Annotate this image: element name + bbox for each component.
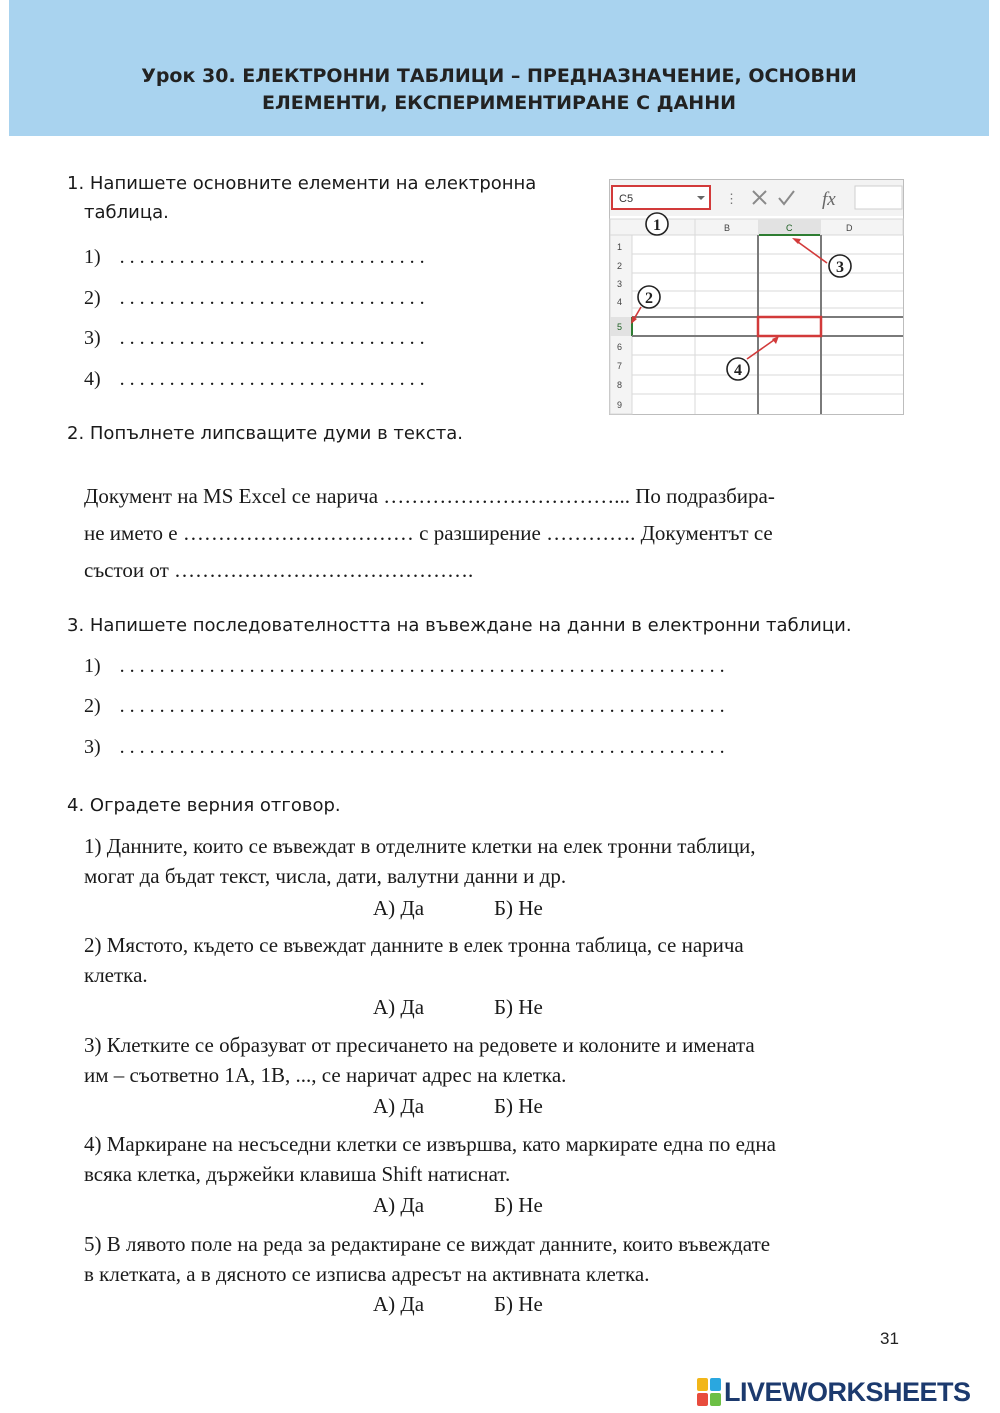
- q4-item-5-option-a[interactable]: А) Да: [373, 1292, 425, 1316]
- q3-answer-1[interactable]: [84, 655, 725, 678]
- q2-text-line3[interactable]: състои от …………………………………….: [84, 558, 474, 582]
- q4-item-2-line2: клетка.: [84, 963, 148, 987]
- q4-item-2-line1: 2) Мястото, където се въвеждат данните в елек тронна таблица, се нарича: [84, 933, 744, 957]
- q4-item-3-option-b[interactable]: Б) Не: [494, 1094, 543, 1118]
- q4-item-3-line2: им – съответно 1A, 1B, ..., се наричат адрес на клетка.: [84, 1063, 567, 1087]
- q4-item-1: [84, 831, 886, 891]
- answer-number: 4): [84, 368, 101, 390]
- answer-number: 1): [84, 246, 101, 268]
- q4-item-5-line2: в клетката, а в дясното се изписва адресът на активната клетка.: [84, 1262, 650, 1286]
- title-line-2: ЕЛЕМЕНТИ, ЕКСПЕРИМЕНТИРАНЕ С ДАННИ: [261, 92, 737, 114]
- q4-item-5: [84, 1229, 886, 1289]
- answer-number: 3): [84, 736, 101, 758]
- q2-text-line2[interactable]: не името е …………………………… с разширение …………. Документът се: [84, 521, 773, 545]
- answer-number: 3): [84, 327, 101, 349]
- answer-dots[interactable]: . . . . . . . . . . . . . . . . . . . . . . . . . . . . . . . . . . . . . . . . . . . . . . . . . . . . . . . . . . . . .: [119, 736, 725, 758]
- page-title: [9, 63, 989, 117]
- q2-text-line1[interactable]: Документ на MS Excel се нарича ……………………………... По подразбира-: [84, 484, 775, 508]
- answer-number: 2): [84, 695, 101, 717]
- q1-title-line2: таблица.: [84, 202, 169, 223]
- answer-dots[interactable]: . . . . . . . . . . . . . . . . . . . . . . . . . . . . . . .: [119, 246, 425, 268]
- liveworksheets-logo-text: LIVEWORKSHEETS: [724, 1376, 971, 1407]
- q4-item-4-line2: всяка клетка, държейки клавиша Shift натиснат.: [84, 1162, 511, 1186]
- q4-item-4-line1: 4) Маркиране на несъседни клетки се извършва, като маркирате една по една: [84, 1132, 776, 1156]
- q4-item-5-line1: 5) В лявото поле на реда за редактиране се виждат данните, които въвеждате: [84, 1232, 771, 1256]
- name-box-value: C5: [619, 193, 634, 205]
- row-header-4: 4: [617, 297, 623, 307]
- row-header-2: 2: [617, 261, 623, 271]
- row-header-9: 9: [617, 400, 623, 410]
- q4-item-4: [84, 1129, 886, 1189]
- col-header-d: D: [846, 223, 853, 233]
- row-header-1: 1: [617, 242, 623, 252]
- spreadsheet-figure: [609, 179, 904, 415]
- q3-title: 3. Напишете последователността на въвеждане на данни в електронни таблици.: [67, 615, 852, 636]
- title-line-1: Урок 30. ЕЛЕКТРОННИ ТАБЛИЦИ – ПРЕДНАЗНАЧЕНИЕ, ОСНОВНИ: [141, 65, 857, 87]
- q4-item-3: [84, 1030, 886, 1090]
- q1-answer-4[interactable]: [84, 368, 425, 391]
- row-header-6: 6: [617, 342, 623, 352]
- q4-item-3-option-a[interactable]: А) Да: [373, 1094, 425, 1118]
- q3-answer-3[interactable]: [84, 736, 725, 759]
- header-band: [9, 0, 989, 136]
- answer-dots[interactable]: . . . . . . . . . . . . . . . . . . . . . . . . . . . . . . .: [119, 287, 425, 309]
- answer-dots[interactable]: . . . . . . . . . . . . . . . . . . . . . . . . . . . . . . .: [119, 327, 425, 349]
- row-header-8: 8: [617, 380, 623, 390]
- q4-item-2: [84, 930, 886, 990]
- liveworksheets-logo[interactable]: [697, 1376, 971, 1408]
- q4-item-1-option-b[interactable]: Б) Не: [494, 896, 543, 920]
- col-header-b: B: [724, 223, 731, 233]
- q1-answer-1[interactable]: [84, 246, 425, 269]
- q3-answer-2[interactable]: [84, 695, 725, 718]
- q4-item-4-option-b[interactable]: Б) Не: [494, 1193, 543, 1217]
- row-header-7: 7: [617, 361, 623, 371]
- q4-item-4-option-a[interactable]: А) Да: [373, 1193, 425, 1217]
- callout-3-number: 3: [836, 259, 844, 276]
- q2-title: 2. Попълнете липсващите думи в текста.: [67, 423, 463, 444]
- answer-dots[interactable]: . . . . . . . . . . . . . . . . . . . . . . . . . . . . . . . . . . . . . . . . . . . . . . . . . . . . . . . . . . . . .: [119, 695, 725, 717]
- answer-dots[interactable]: . . . . . . . . . . . . . . . . . . . . . . . . . . . . . . .: [119, 368, 425, 390]
- q4-item-1-option-a[interactable]: А) Да: [373, 896, 425, 920]
- callout-2-number: 2: [645, 290, 653, 307]
- answer-dots[interactable]: . . . . . . . . . . . . . . . . . . . . . . . . . . . . . . . . . . . . . . . . . . . . . . . . . . . . . . . . . . . . .: [119, 655, 725, 677]
- q1-answer-3[interactable]: [84, 327, 425, 350]
- liveworksheets-logo-icon: [697, 1378, 721, 1406]
- col-header-c: C: [786, 223, 793, 233]
- answer-number: 1): [84, 655, 101, 677]
- row-header-5: 5: [617, 322, 623, 332]
- q4-item-2-option-a[interactable]: А) Да: [373, 995, 425, 1019]
- q4-item-2-option-b[interactable]: Б) Не: [494, 995, 543, 1019]
- q4-item-1-line2: могат да бъдат текст, числа, дати, валутни данни и др.: [84, 864, 567, 888]
- row-header-3: 3: [617, 279, 623, 289]
- callout-1-number: 1: [653, 217, 661, 234]
- page-number: 31: [880, 1329, 899, 1348]
- q4-item-3-line1: 3) Клетките се образуват от пресичането на редовете и колоните и имената: [84, 1033, 755, 1057]
- q1-title-line1: 1. Напишете основните елементи на електронна: [67, 173, 537, 194]
- q4-title: 4. Оградете верния отговор.: [67, 795, 341, 816]
- q4-item-5-option-b[interactable]: Б) Не: [494, 1292, 543, 1316]
- q4-item-1-line1: 1) Данните, които се въвеждат в отделните клетки на елек тронни таблици,: [84, 834, 756, 858]
- answer-number: 2): [84, 287, 101, 309]
- separator-dots-icon: ⋮: [725, 191, 738, 206]
- q1-answer-2[interactable]: [84, 287, 425, 310]
- fx-icon: fx: [822, 189, 836, 210]
- callout-4-number: 4: [734, 362, 742, 379]
